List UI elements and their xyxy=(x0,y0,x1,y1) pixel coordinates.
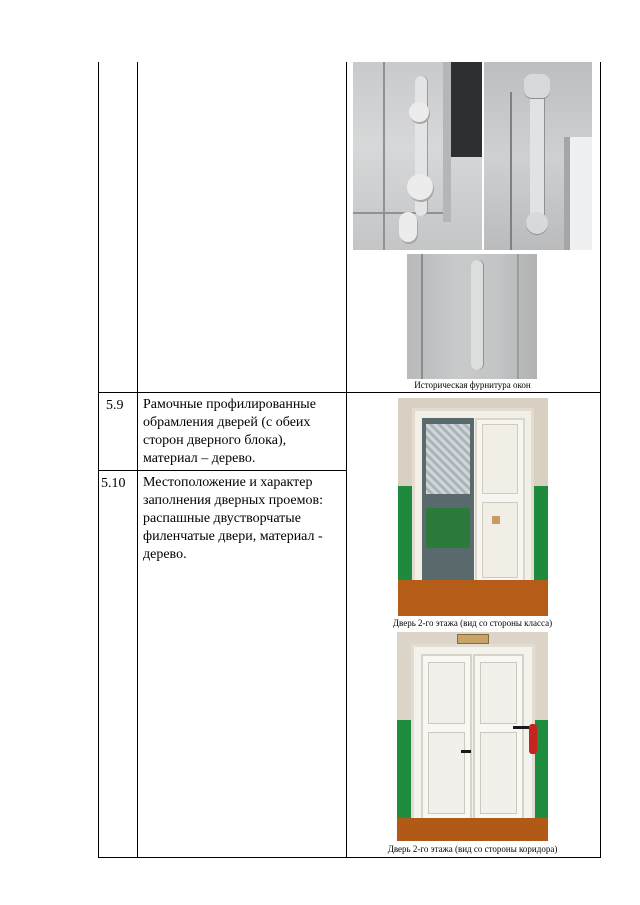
table-border-right xyxy=(600,62,601,857)
door-class-side-photo xyxy=(398,398,548,616)
table-divider-number xyxy=(137,62,138,857)
window-bolt-photo xyxy=(484,62,592,250)
fire-extinguisher xyxy=(529,724,537,754)
window-hardware-caption: Историческая фурнитура окон xyxy=(414,380,531,390)
table-row-separator xyxy=(98,392,601,393)
row-description: Местоположение и характер заполнения дверных проемов: распашные двустворчатые филенчатые двери, материал - дерево. xyxy=(143,475,323,562)
window-rod-photo xyxy=(407,254,537,379)
window-latch-photo xyxy=(353,62,482,250)
door-corridor-side-caption: Дверь 2-го этажа (вид со стороны коридора) xyxy=(387,844,558,854)
table-border-left xyxy=(98,62,99,857)
table-row-separator xyxy=(98,470,347,471)
row-number: 5.9 xyxy=(106,398,124,413)
door-class-side-caption: Дверь 2-го этажа (вид со стороны класса) xyxy=(392,618,553,628)
table-border-bottom xyxy=(98,857,601,858)
row-number: 5.10 xyxy=(101,476,126,491)
row-description: Рамочные профилированные обрамления дверей (с обеих сторон дверного блока), материал – дерево. xyxy=(143,397,316,466)
door-corridor-side-photo xyxy=(397,632,548,841)
table-divider-description xyxy=(346,62,347,857)
